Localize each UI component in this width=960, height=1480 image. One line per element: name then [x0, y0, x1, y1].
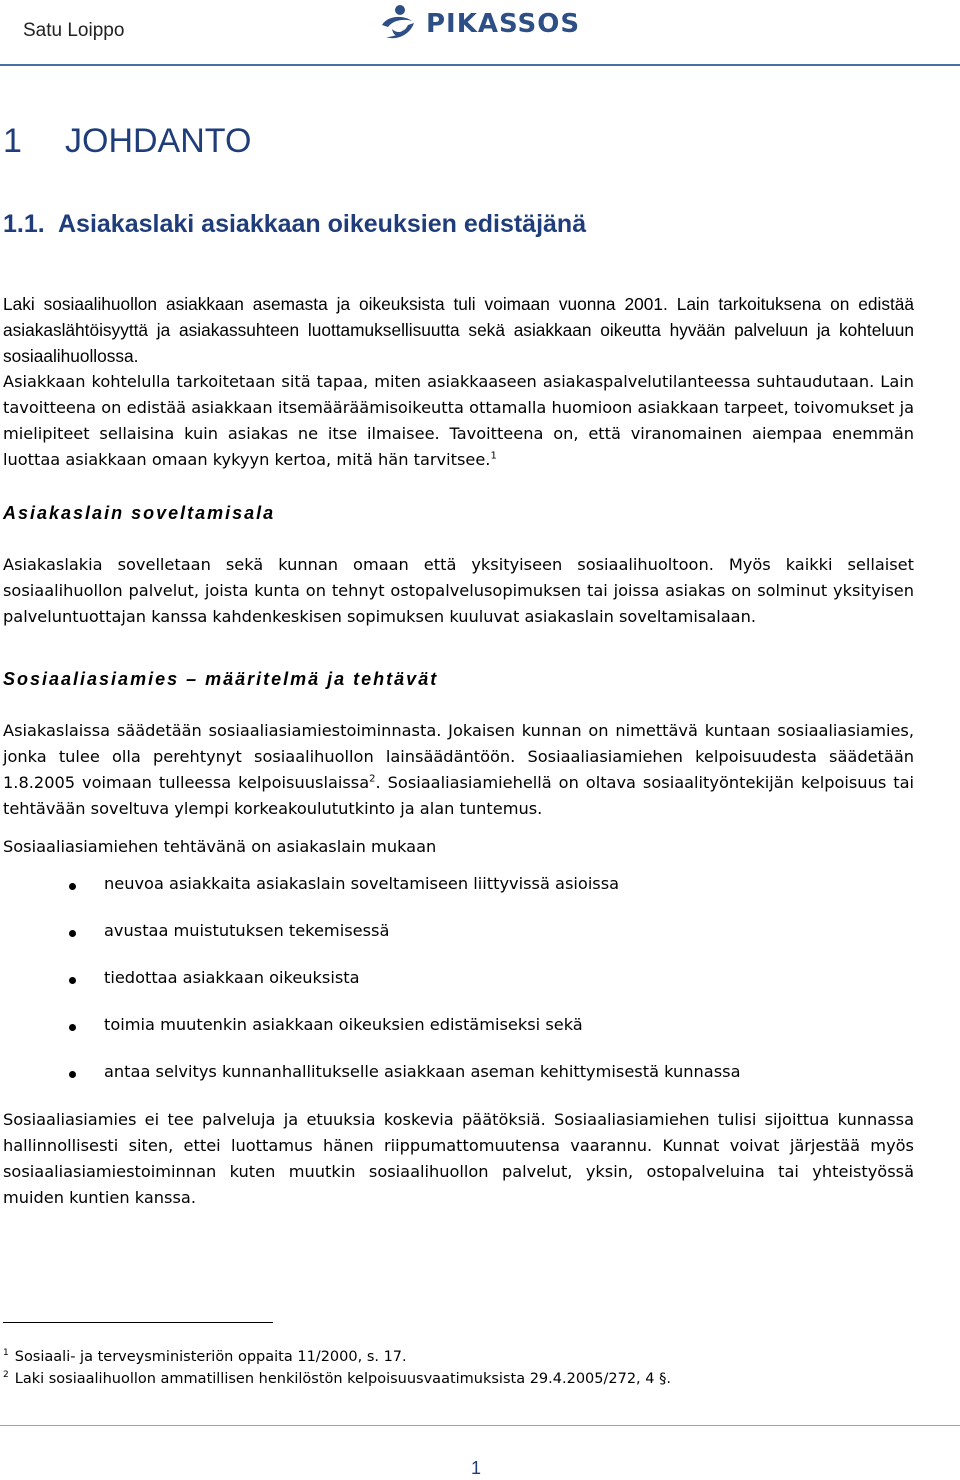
task-list	[0, 872, 920, 1107]
section-heading	[3, 210, 586, 239]
section-title: Asiakaslaki asiakkaan oikeuksien edistäjänä	[58, 210, 587, 238]
list-item: tiedottaa asiakkaan oikeuksista	[0, 966, 920, 1013]
bullet-icon	[69, 977, 76, 984]
footnote-ref-1[interactable]: 1	[490, 450, 497, 462]
list-item: avustaa muistutuksen tekemisessä	[0, 919, 920, 966]
list-item: neuvoa asiakkaita asiakaslain soveltamiseen liittyvissä asioissa	[0, 872, 920, 919]
footer-rule	[0, 1425, 960, 1426]
paragraph-soveltamisala: Asiakaslakia sovelletaan sekä kunnan omaan että yksityiseen sosiaalihuoltoon. Myös kaikki sellaiset sosiaalihuollon palvelut, joista kunta on tehnyt ostopalvelusopimuksen tai joissa asiakas on solminut yksityisen palveluntuottajan kanssa kahdenkeskisen sopimuksen kuuluvat asiakaslain soveltamisalaan.	[3, 555, 914, 626]
header-author: Satu Loippo	[23, 20, 125, 41]
bullet-icon	[69, 883, 76, 890]
chapter-number: 1	[3, 122, 22, 160]
header-rule	[0, 64, 960, 66]
bullet-icon	[69, 930, 76, 937]
paragraph-kohtelu-text: Asiakkaan kohtelulla tarkoitetaan sitä tapaa, miten asiakkaaseen asiakaspalvelutilanteessa suhtaudutaan. Lain tavoitteena on edistää asiakkaan itsemääräämisoikeutta ottamalla huomioon asiakkaan tarpeet, toivomukset ja mielipiteet sellaisina kuin asiakas ne itse ilmaisee. Tavoitteena on, että viranomainen aiempaa enemmän luottaa asiakkaan omaan kykyyn kertoa, mitä hän tarvitsee.	[3, 372, 914, 469]
paragraph-sosiaaliasiamies	[3, 718, 914, 822]
footnote-separator	[3, 1322, 273, 1323]
pikassos-logo	[378, 2, 580, 46]
subheading-sosiaaliasiamies: Sosiaaliasiamies – määritelmä ja tehtävät	[3, 669, 439, 689]
paragraph-tehtavat-intro: Sosiaaliasiamiehen tehtävänä on asiakaslain mukaan	[3, 837, 437, 856]
paragraph-sosiaaliasiamies-text-b: . Sosiaaliasiamiehellä on oltava sosiaalityöntekijän kelpoisuus tai tehtävään soveltuva ylempi korkeakoulututkinto ja alan tuntemus.	[3, 773, 914, 818]
paragraph-kohtelu	[3, 369, 914, 473]
logo-text: PIKASSOS	[426, 9, 581, 39]
bullet-icon	[69, 1024, 76, 1031]
paragraph-intro: Laki sosiaalihuollon asiakkaan asemasta ja oikeuksista tuli voimaan vuonna 2001. Lain tarkoituksena on edistää asiakaslähtöisyyttä ja asiakassuhteen luottamuksellisuutta sekä asiakkaan oikeutta hyvään palveluun ja kohteluun sosiaalihuollossa.	[3, 294, 914, 366]
person-swirl-icon	[378, 3, 418, 45]
page-number: 1	[471, 1458, 482, 1478]
chapter-heading	[3, 122, 251, 161]
footnote-ref-2[interactable]: 2	[369, 773, 376, 785]
subheading-soveltamisala: Asiakaslain soveltamisala	[3, 503, 276, 523]
paragraph-paatokset: Sosiaaliasiamies ei tee palveluja ja etuuksia koskevia päätöksiä. Sosiaaliasiamiehen tulisi sijoittua kunnassa hallinnollisesti siten, ettei luottamus hänen riippumattomuutensa vaarannu. Kunnat voivat järjestää myös sosiaaliasiamiestoiminnan kuten muutkin sosiaalihuollon palvelut, yksin, ostopalveluina tai yhteistyössä muiden kuntien kanssa.	[3, 1110, 914, 1207]
paragraph-sosiaaliasiamies-text-a: Asiakaslaissa säädetään sosiaaliasiamiestoiminnasta. Jokaisen kunnan on nimettävä kuntaan sosiaaliasiamies, jonka tulee olla perehtynyt sosiaalihuollon lainsäädäntöön. Sosiaaliasiamiehen kelpoisuudesta säädetään 1.8.2005 voimaan tulleessa kelpoisuuslaissa	[3, 721, 914, 792]
chapter-title: JOHDANTO	[65, 122, 252, 160]
bullet-icon	[69, 1071, 76, 1078]
section-number: 1.1.	[3, 210, 45, 238]
list-item: toimia muutenkin asiakkaan oikeuksien edistämiseksi sekä	[0, 1013, 920, 1060]
footnote-2: $^2$ Laki sosiaalihuollon ammatillisen henkilöstön kelpoisuusvaatimuksista 29.4.2005/272, 4 §.	[3, 1370, 671, 1387]
footnote-1: $^1$ Sosiaali- ja terveysministeriön oppaita 11/2000, s. 17.	[3, 1348, 407, 1365]
list-item: antaa selvitys kunnanhallitukselle asiakkaan aseman kehittymisestä kunnassa	[0, 1060, 920, 1107]
